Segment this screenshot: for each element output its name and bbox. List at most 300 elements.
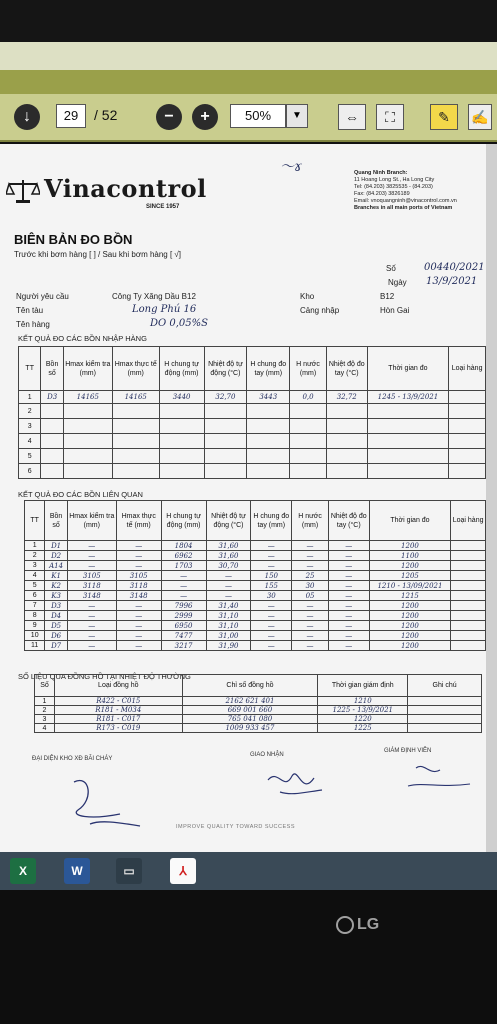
cell: — xyxy=(328,641,369,651)
cell: 3217 xyxy=(161,641,206,651)
cell: 1220 xyxy=(318,715,408,724)
cell xyxy=(290,464,327,479)
cell: 1100 xyxy=(369,551,451,561)
cell xyxy=(326,464,367,479)
table-row xyxy=(25,591,486,601)
pdf-toolbar xyxy=(0,94,497,142)
cell xyxy=(63,434,112,449)
col-header: H chung tự động (mm) xyxy=(161,501,206,541)
cell: — xyxy=(67,541,116,551)
cell xyxy=(112,404,159,419)
cell xyxy=(159,404,204,419)
company-name: Vinacontrol xyxy=(44,174,207,203)
cell: 9 xyxy=(25,621,45,631)
col-header: H chung tự động (mm) xyxy=(159,347,204,391)
cell: 11 xyxy=(25,641,45,651)
cell: D1 xyxy=(45,541,67,551)
cell xyxy=(204,449,247,464)
cell: 1009 933 457 xyxy=(182,724,318,733)
cell xyxy=(290,449,327,464)
cell: 5 xyxy=(19,449,41,464)
table-row xyxy=(25,641,486,651)
col-header: H nước (mm) xyxy=(290,347,327,391)
cell xyxy=(449,404,486,419)
kho-value: B12 xyxy=(380,292,395,301)
cell: K2 xyxy=(45,581,67,591)
cell: — xyxy=(328,561,369,571)
col-header: Thời gian đo xyxy=(367,347,449,391)
cell: — xyxy=(328,571,369,581)
branch-line: Quang Ninh Branch: xyxy=(354,170,408,176)
cell: — xyxy=(251,641,292,651)
cell: R173 - C019 xyxy=(54,724,182,733)
cell: — xyxy=(206,581,251,591)
col-header: Hmax thực tế (mm) xyxy=(112,347,159,391)
cell: 1210 - 13/09/2021 xyxy=(369,581,451,591)
section-meter-readings: SỐ LIỆU QUA ĐỒNG HỒ TẠI NHIỆT ĐỘ THƯỜNG xyxy=(18,672,191,681)
cell: 2999 xyxy=(161,611,206,621)
table-row xyxy=(19,449,486,464)
cell: K1 xyxy=(45,571,67,581)
cell xyxy=(326,434,367,449)
cell: — xyxy=(292,551,329,561)
cell: 31,60 xyxy=(206,551,251,561)
cell: D7 xyxy=(45,641,67,651)
cell xyxy=(112,464,159,479)
table-row xyxy=(35,724,482,733)
cell: — xyxy=(116,621,161,631)
cell: — xyxy=(328,541,369,551)
comment-icon[interactable]: ✎ xyxy=(430,104,458,130)
col-header: Chỉ số đồng hồ xyxy=(182,675,318,697)
port-label: Cảng nhập xyxy=(300,306,340,315)
cell: 30 xyxy=(251,591,292,601)
cell: 3 xyxy=(19,419,41,434)
cell xyxy=(367,464,449,479)
col-header: Loại hàng xyxy=(451,501,486,541)
cell xyxy=(326,404,367,419)
cell xyxy=(112,419,159,434)
cell: — xyxy=(292,611,329,621)
cell: — xyxy=(292,541,329,551)
taskbar xyxy=(0,852,497,890)
cell: 150 xyxy=(251,571,292,581)
cell xyxy=(408,697,482,706)
cell xyxy=(449,434,486,449)
branch-line: Fax: (84.203) 3826189 xyxy=(354,191,410,197)
port-value: Hòn Gai xyxy=(380,306,410,315)
cell: 669 001 660 xyxy=(182,706,318,715)
cell xyxy=(41,434,63,449)
col-header: Bồn số xyxy=(41,347,63,391)
zoom-out-icon[interactable]: − xyxy=(156,104,182,130)
cell: — xyxy=(116,601,161,611)
section-import-tanks: KẾT QUẢ ĐO CÁC BỒN NHẬP HÀNG xyxy=(18,334,147,343)
cell xyxy=(204,464,247,479)
cell: — xyxy=(328,581,369,591)
cell: 1200 xyxy=(369,611,451,621)
ngay-label: Ngày xyxy=(388,278,407,287)
col-header: Hmax kiểm tra (mm) xyxy=(63,347,112,391)
meter-readings-table xyxy=(34,674,482,733)
cell xyxy=(451,641,486,651)
cell xyxy=(367,419,449,434)
cell xyxy=(290,434,327,449)
table-row xyxy=(25,571,486,581)
cell: 5 xyxy=(25,581,45,591)
cell: 7996 xyxy=(161,601,206,611)
table-row xyxy=(19,434,486,449)
cell xyxy=(63,449,112,464)
col-header: Loại hàng xyxy=(449,347,486,391)
cell xyxy=(63,404,112,419)
cell: 14165 xyxy=(112,391,159,404)
cell xyxy=(41,404,63,419)
zoom-dropdown-chevron-icon[interactable]: ▼ xyxy=(286,104,308,128)
cell: 7 xyxy=(25,601,45,611)
menu-bar xyxy=(0,70,497,94)
cell: R181 - M034 xyxy=(54,706,182,715)
table-row xyxy=(35,706,482,715)
cell: — xyxy=(67,621,116,631)
company-logo xyxy=(6,174,207,204)
fit-page-icon[interactable]: ⛶ xyxy=(376,104,404,130)
cell: — xyxy=(161,571,206,581)
cell: 4 xyxy=(35,724,55,733)
cell xyxy=(408,715,482,724)
cell: 3440 xyxy=(159,391,204,404)
cell: — xyxy=(292,561,329,571)
cell xyxy=(112,449,159,464)
branch-line: 11 Hoang Long St., Ha Long City xyxy=(354,177,435,183)
zoom-in-icon[interactable]: + xyxy=(192,104,218,130)
cell: — xyxy=(328,621,369,631)
document-viewport[interactable] xyxy=(0,144,497,852)
scanner-icon[interactable]: ▭ xyxy=(116,858,142,884)
cell: 1200 xyxy=(369,631,451,641)
cell: 765 041 080 xyxy=(182,715,318,724)
col-header: Số xyxy=(35,675,55,697)
cell: 1245 - 13/9/2021 xyxy=(367,391,449,404)
cell: — xyxy=(161,581,206,591)
kho-label: Kho xyxy=(300,292,315,301)
cell: A14 xyxy=(45,561,67,571)
cell: — xyxy=(116,631,161,641)
so-value: 00440/2021 xyxy=(424,262,485,273)
cell: 1 xyxy=(19,391,41,404)
cell: 30,70 xyxy=(206,561,251,571)
cell: — xyxy=(116,611,161,621)
fit-width-icon[interactable]: ⇔ xyxy=(338,104,366,130)
cell: — xyxy=(116,541,161,551)
cell: — xyxy=(116,561,161,571)
cell: R181 - C017 xyxy=(54,715,182,724)
cell xyxy=(159,419,204,434)
cell: 155 xyxy=(251,581,292,591)
window-titlebar xyxy=(0,42,497,72)
cell xyxy=(326,419,367,434)
ship-label: Tên tàu xyxy=(16,306,44,315)
cell xyxy=(247,419,290,434)
cell: — xyxy=(116,551,161,561)
document-subtitle: Trước khi bơm hàng [ ] / Sau khi bơm hàng [ √] xyxy=(14,250,182,259)
cell: 31,90 xyxy=(206,641,251,651)
cell: 3105 xyxy=(116,571,161,581)
cell xyxy=(204,404,247,419)
requester-value: Công Ty Xăng Dầu B12 xyxy=(112,292,196,301)
cell xyxy=(449,464,486,479)
so-label: Số xyxy=(386,264,396,273)
sign-icon[interactable]: ✍ xyxy=(468,104,492,130)
cell: — xyxy=(292,601,329,611)
cell: — xyxy=(328,601,369,611)
cell: 1215 xyxy=(369,591,451,601)
table-row xyxy=(25,551,486,561)
cell xyxy=(63,419,112,434)
col-header: TT xyxy=(19,347,41,391)
cell: — xyxy=(67,611,116,621)
col-header: Nhiệt độ đo tay (°C) xyxy=(326,347,367,391)
cell xyxy=(449,449,486,464)
cell xyxy=(451,601,486,611)
col-header: H chung đo tay (mm) xyxy=(247,347,290,391)
cell: 05 xyxy=(292,591,329,601)
cell xyxy=(159,464,204,479)
cell: — xyxy=(67,561,116,571)
col-header: Nhiệt độ đo tay (°C) xyxy=(328,501,369,541)
cell: 1225 - 13/9/2021 xyxy=(318,706,408,715)
cell xyxy=(451,551,486,561)
cell: — xyxy=(251,551,292,561)
cell: 2 xyxy=(25,551,45,561)
cell xyxy=(451,591,486,601)
acrobat-icon[interactable]: ⅄ xyxy=(170,858,196,884)
cell xyxy=(408,706,482,715)
cell: 7477 xyxy=(161,631,206,641)
cell xyxy=(451,581,486,591)
cell: — xyxy=(116,641,161,651)
document-title: BIÊN BẢN ĐO BỒN xyxy=(14,232,133,247)
cell xyxy=(367,449,449,464)
cell: 6 xyxy=(25,591,45,601)
table-row xyxy=(19,464,486,479)
cell: — xyxy=(251,621,292,631)
cell: — xyxy=(251,601,292,611)
cell xyxy=(451,571,486,581)
cell xyxy=(204,434,247,449)
page-number-input[interactable]: 29 xyxy=(56,104,86,128)
col-header: Hmax thực tế (mm) xyxy=(116,501,161,541)
cell: 3443 xyxy=(247,391,290,404)
cell: — xyxy=(292,631,329,641)
receiver-signature-icon xyxy=(262,762,332,802)
cell: — xyxy=(251,541,292,551)
cell xyxy=(367,434,449,449)
cell xyxy=(451,561,486,571)
section-related-tanks: KẾT QUẢ ĐO CÁC BỒN LIÊN QUAN xyxy=(18,490,143,499)
cell: — xyxy=(67,631,116,641)
ship-value: Long Phú 16 xyxy=(132,304,197,315)
page-total: / 52 xyxy=(94,107,118,123)
col-header: Hmax kiểm tra (mm) xyxy=(67,501,116,541)
table-row xyxy=(19,391,486,404)
cell xyxy=(290,419,327,434)
vertical-scrollbar[interactable] xyxy=(486,144,497,852)
cell xyxy=(41,464,63,479)
cell: — xyxy=(161,591,206,601)
cell: — xyxy=(292,641,329,651)
cell xyxy=(451,611,486,621)
cell xyxy=(247,449,290,464)
cell xyxy=(159,449,204,464)
lg-logo-icon xyxy=(336,916,354,934)
cell xyxy=(408,724,482,733)
table-row xyxy=(25,561,486,571)
import-tanks-table xyxy=(18,346,486,479)
cell: 4 xyxy=(19,434,41,449)
monitor-logo xyxy=(336,916,379,934)
cell: — xyxy=(206,591,251,601)
cell: 3 xyxy=(25,561,45,571)
table-row xyxy=(25,601,486,611)
goods-value: DO 0,05%S xyxy=(150,318,209,329)
branch-info xyxy=(354,170,494,212)
cell: 6950 xyxy=(161,621,206,631)
warehouse-signature-icon xyxy=(60,770,170,830)
cell: 0,0 xyxy=(290,391,327,404)
cell: 31,00 xyxy=(206,631,251,641)
cell: — xyxy=(328,631,369,641)
cell: R422 - C015 xyxy=(54,697,182,706)
cell: — xyxy=(67,601,116,611)
cell xyxy=(247,404,290,419)
branch-line: Branches in all main ports of Vietnam xyxy=(354,205,453,211)
cell: 3105 xyxy=(67,571,116,581)
cell: — xyxy=(251,561,292,571)
inspector-signature-icon xyxy=(400,758,480,794)
excel-icon[interactable]: X xyxy=(10,858,36,884)
cell xyxy=(41,449,63,464)
cell: 14165 xyxy=(63,391,112,404)
cell: 31,10 xyxy=(206,611,251,621)
scales-logo-icon xyxy=(6,178,40,204)
cell: 1200 xyxy=(369,641,451,651)
cell: 1804 xyxy=(161,541,206,551)
cell xyxy=(112,434,159,449)
col-header: Ghi chú xyxy=(408,675,482,697)
table-row xyxy=(35,697,482,706)
branch-line: Email: vnoquangninh@vinacontrol.com.vn xyxy=(354,198,457,204)
cell: D2 xyxy=(45,551,67,561)
cell: 1200 xyxy=(369,621,451,631)
tagline: IMPROVE QUALITY TOWARD SUCCESS xyxy=(176,824,296,830)
cell: 32,70 xyxy=(204,391,247,404)
cell: 3148 xyxy=(67,591,116,601)
since-label: SINCE 1957 xyxy=(146,204,180,210)
cell: 1 xyxy=(35,697,55,706)
cell: 3118 xyxy=(67,581,116,591)
zoom-level-input[interactable]: 50% xyxy=(230,104,286,128)
handwritten-signature-top: 〜ɤ xyxy=(280,159,302,175)
cell: 1703 xyxy=(161,561,206,571)
cell: — xyxy=(328,551,369,561)
warehouse-rep-label: ĐẠI DIỆN KHO XĐ BÃI CHÁY xyxy=(32,756,113,762)
cell xyxy=(449,419,486,434)
table-row xyxy=(19,404,486,419)
cell: 31,10 xyxy=(206,621,251,631)
cell: — xyxy=(251,611,292,621)
goods-label: Tên hàng xyxy=(16,320,50,329)
cell: 1225 xyxy=(318,724,408,733)
cell: — xyxy=(206,571,251,581)
cell: 2 xyxy=(19,404,41,419)
col-header: Loại đồng hồ xyxy=(54,675,182,697)
ngay-value: 13/9/2021 xyxy=(426,276,478,287)
cell xyxy=(451,631,486,641)
word-icon[interactable]: W xyxy=(64,858,90,884)
cell: D5 xyxy=(45,621,67,631)
cell: 25 xyxy=(292,571,329,581)
cell: 4 xyxy=(25,571,45,581)
col-header: Nhiệt độ tự động (°C) xyxy=(206,501,251,541)
cell: D3 xyxy=(45,601,67,611)
cell: 1200 xyxy=(369,541,451,551)
cell: — xyxy=(251,631,292,641)
cell: 2162 621 401 xyxy=(182,697,318,706)
cell: — xyxy=(67,641,116,651)
monitor-bezel-bottom xyxy=(0,890,497,1024)
cell: 3118 xyxy=(116,581,161,591)
cell: 1205 xyxy=(369,571,451,581)
cell: 2 xyxy=(35,706,55,715)
cell: — xyxy=(67,551,116,561)
table-row xyxy=(25,581,486,591)
monitor-bezel-top xyxy=(0,0,497,42)
receiver-label: GIAO NHẬN xyxy=(250,752,284,758)
table-row xyxy=(35,715,482,724)
cell xyxy=(159,434,204,449)
related-tanks-table xyxy=(24,500,486,651)
cell: — xyxy=(328,611,369,621)
cell: 3 xyxy=(35,715,55,724)
cell: 6962 xyxy=(161,551,206,561)
cell xyxy=(449,391,486,404)
cell: 30 xyxy=(292,581,329,591)
cell: 1 xyxy=(25,541,45,551)
cell xyxy=(204,419,247,434)
cell: D4 xyxy=(45,611,67,621)
table-row xyxy=(19,419,486,434)
brand-text: LG xyxy=(357,916,380,934)
col-header: H chung đo tay (mm) xyxy=(251,501,292,541)
col-header: Thời gian giám định xyxy=(318,675,408,697)
inspector-label: GIÁM ĐỊNH VIÊN xyxy=(384,748,432,754)
table-row xyxy=(25,631,486,641)
requester-label: Người yêu cầu xyxy=(16,292,69,301)
col-header: Bồn số xyxy=(45,501,67,541)
branch-line: Tel: (84.203) 3825535 - (84.203) xyxy=(354,184,433,190)
cell: — xyxy=(292,621,329,631)
cell xyxy=(451,541,486,551)
cell: 32,72 xyxy=(326,391,367,404)
cell: D6 xyxy=(45,631,67,641)
col-header: TT xyxy=(25,501,45,541)
cell: 10 xyxy=(25,631,45,641)
table-row xyxy=(25,541,486,551)
next-page-down-icon[interactable]: ↓ xyxy=(14,104,40,130)
cell xyxy=(290,404,327,419)
table-row xyxy=(25,611,486,621)
